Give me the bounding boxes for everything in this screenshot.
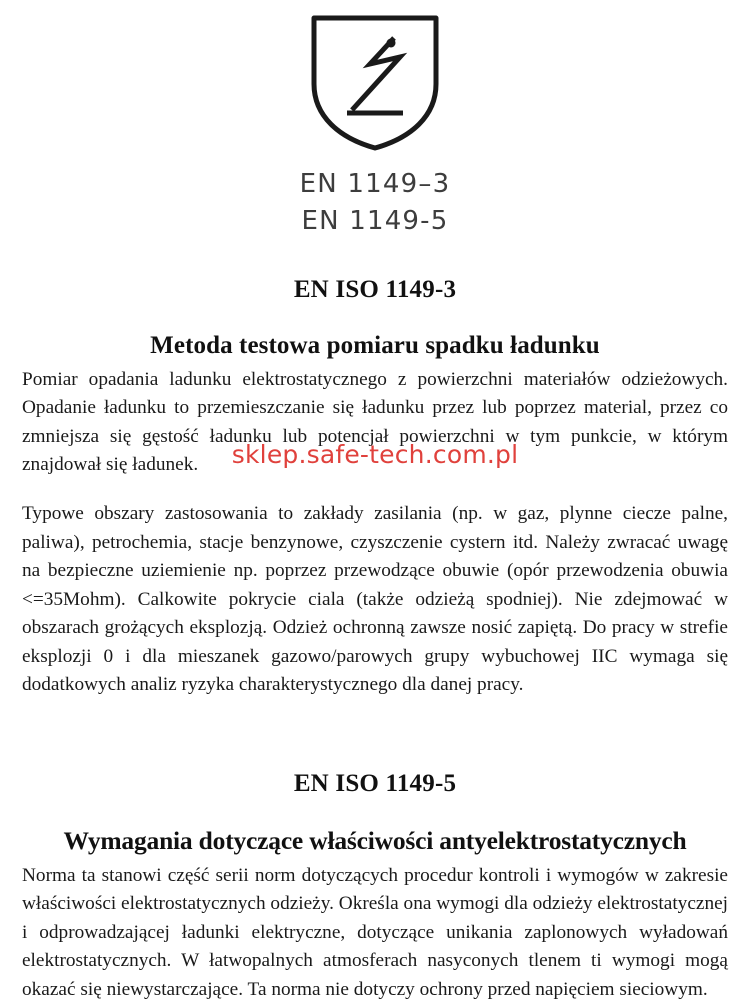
standard-code-line-1: EN 1149–3: [299, 169, 451, 199]
section-1-paragraph-1: Pomiar opadania ladunku elektrostatycznego z powierzchni materiałów odzieżowych. Opadanie ładunku to przemieszczanie się ładunku przez lub poprzez material, przez co zmniejsza się gęstość ładunku lub potencjał powierzchni w tym punkcie, w którym znajdował się ładunek.: [22, 368, 728, 476]
pictogram-container: [22, 12, 728, 152]
section-1-paragraph-2: Typowe obszary zastosowania to zakłady zasilania (np. w gaz, plynne ciecze palne, paliwa), petrochemia, stacje benzynowe, czyszczenie cystern itd. Należy zwracać uwagę na bezpieczne uziemienie np. poprzez przewodzące obuwie (opór przewodzenia obuwia <=35Mohm). Calkowite pokrycie ciala (także odzieżą spodniej). Nie zdejmować w obszarach grożących eksplozją. Odzież ochronną zawsze nosić zapiętą. Do pracy w strefie eksplozji 0 i dla mieszanek gazowo/parowych grupy wybuchowej IIC wymaga się dodatkowych analiz ryzyka charakterystycznego dla danej pracy.: [22, 503, 728, 696]
watermark-text: sklep.safe-tech.com.pl: [231, 440, 519, 469]
standard-codes: [22, 166, 728, 240]
section-2-paragraph-1: Norma ta stanowi część serii norm dotyczących procedur kontroli i wymogów w zakresie właściwości elektrostatycznych odzieży. Określa ona wymogi dla odzieży elektrostatycznej i odprowadzającej ładunki elektryczne, dotyczące unikania zaplonowych wyładowań elektrostatycznych. W łatwopalnych atmosferach nasyconych tlenem ti wymogi mogą okazać się niewystarczające. Ta norma nie dotyczy ochrony przed napięciem sieciowym.: [22, 864, 728, 1001]
electrostatic-shield-icon: [308, 12, 442, 152]
section-subtitle-1: Metoda testowa pomiaru spadku ładunku: [150, 331, 600, 359]
section-subtitle-2: Wymagania dotyczące właściwości antyelektrostatycznych: [63, 825, 687, 855]
section-title-2: EN ISO 1149-5: [293, 769, 457, 797]
standard-code-line-2: EN 1149-5: [301, 205, 449, 236]
section-spacer: [22, 700, 728, 734]
section-title-1: EN ISO 1149-3: [293, 275, 457, 303]
